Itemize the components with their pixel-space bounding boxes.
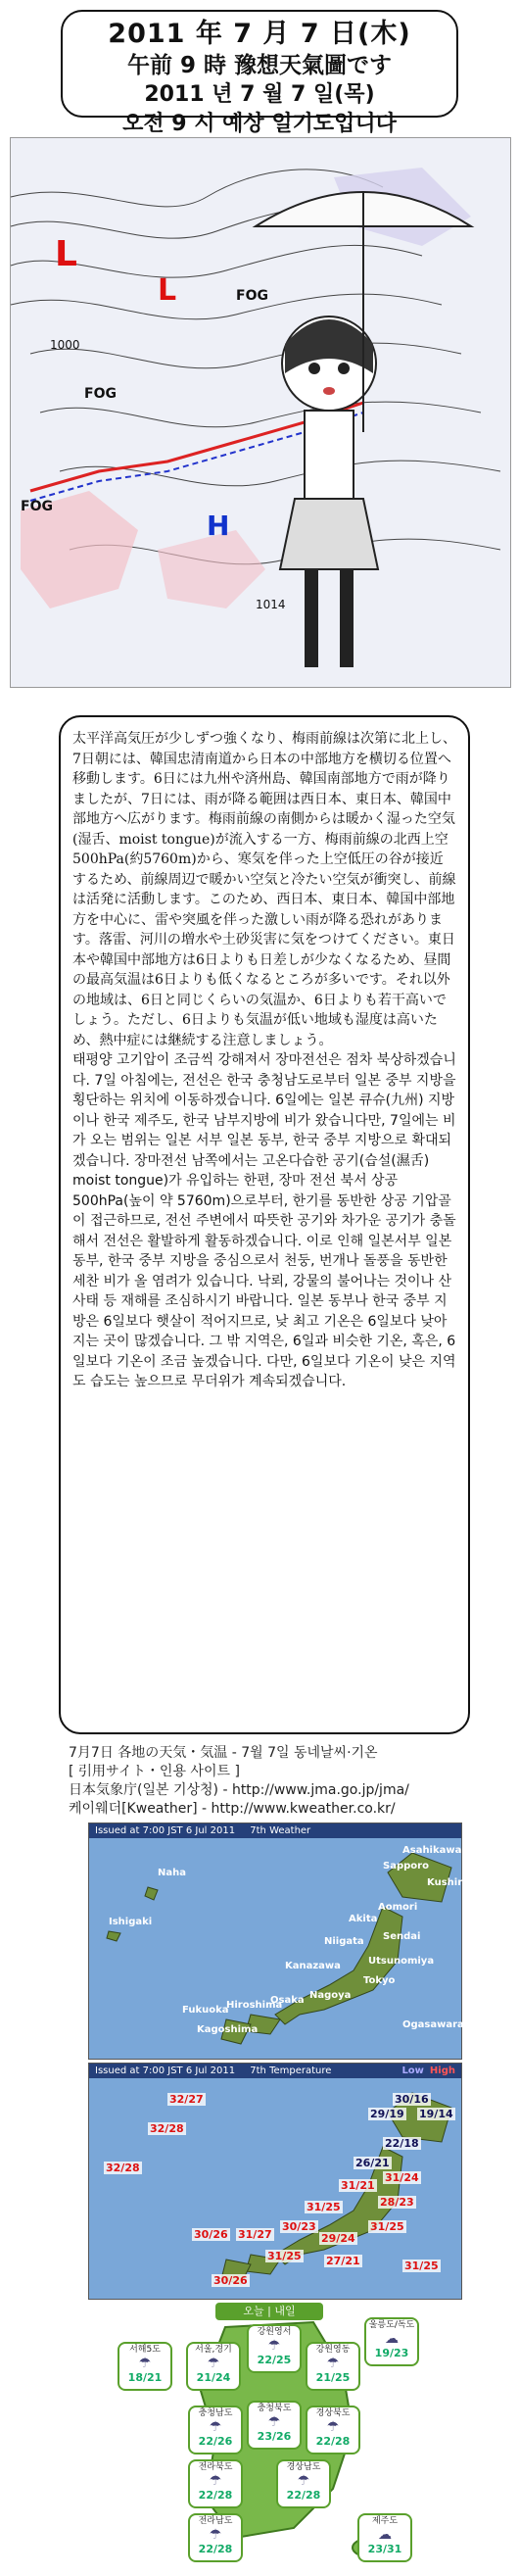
korea-cell-ulleungdo: 울릉도/독도 ☁ 19/23	[364, 2317, 419, 2366]
fog-label-3: FOG	[236, 288, 268, 304]
korea-cell-chungnam: 충청남도 ☂ 22/26	[188, 2406, 243, 2454]
temp-kagoshima: 30/26	[213, 2274, 248, 2287]
korea-cell-gyeongbuk: 경상북도 ☂ 22/28	[306, 2406, 360, 2454]
temp-ogasawara: 31/25	[404, 2260, 439, 2272]
city-fukuoka: Fukuoka	[182, 2005, 229, 2016]
cloud-icon: ☁	[378, 2527, 392, 2543]
rain-icon: ☂	[138, 2356, 152, 2371]
legend-low: Low	[401, 2066, 424, 2076]
city-kushiro: Kushiro	[427, 1877, 469, 1888]
weather-chart-panel	[10, 137, 511, 688]
low-pressure-label-2: L	[158, 273, 177, 308]
temp-aomori: 22/18	[385, 2137, 419, 2150]
korea-forecast-map	[118, 2303, 421, 2567]
rain-icon: ☂	[207, 2356, 220, 2371]
korea-cell-jeju: 제주도 ☁ 23/31	[357, 2513, 412, 2562]
japan-temperature-map	[88, 2063, 462, 2300]
temp-akita: 26/21	[355, 2157, 390, 2169]
source-credits	[69, 1744, 409, 1819]
map1-issued: Issued at 7:00 JST 6 Jul 2011	[95, 1825, 236, 1836]
temp-kushiro: 19/14	[419, 2108, 453, 2120]
korea-cell-gangwon-east: 강원영동 ☂ 21/25	[306, 2342, 360, 2391]
korea-cell-gyeongnam: 경상남도 ☂ 22/28	[276, 2459, 331, 2508]
city-ogasawara: Ogasawara	[402, 2019, 464, 2030]
title-bubble	[61, 10, 458, 136]
temp-kanazawa: 31/25	[307, 2201, 341, 2213]
map1-tab[interactable]: 7th Weather	[250, 1825, 311, 1836]
korea-cell-chungbuk: 충청북도 ☂ 23/26	[247, 2401, 302, 2450]
rain-icon: ☂	[326, 2419, 340, 2435]
korea-cell-seohae5do: 서해5도 ☂ 18/21	[118, 2342, 172, 2391]
map2-tab[interactable]: 7th Temperature	[250, 2066, 332, 2076]
rain-icon: ☂	[209, 2527, 222, 2543]
rain-icon: ☂	[297, 2473, 310, 2489]
title-subtitle-jp: 午前 9 時 豫想天氣圖です	[126, 53, 393, 78]
city-naha: Naha	[158, 1868, 186, 1878]
temp-fukuoka: 30/26	[194, 2228, 228, 2241]
city-akita: Akita	[349, 1914, 378, 1924]
korea-tab-header[interactable]: 오늘 | 내일	[215, 2303, 323, 2320]
city-sapporo: Sapporo	[383, 1861, 429, 1871]
fog-label-1: FOG	[21, 499, 53, 514]
temp-niigata: 31/21	[341, 2179, 375, 2192]
legend-high: High	[429, 2066, 455, 2076]
city-hiroshima: Hiroshima	[226, 2000, 283, 2011]
map2-issued: Issued at 7:00 JST 6 Jul 2011	[95, 2066, 236, 2076]
city-nagoya: Nagoya	[309, 1990, 352, 2001]
high-pressure-label: H	[207, 510, 230, 542]
city-osaka: Osaka	[270, 1995, 305, 2006]
korea-cell-jeonnam: 전라남도 ☂ 22/28	[188, 2513, 243, 2562]
forecast-text-bubble	[59, 715, 470, 1734]
forecast-text-kr: 태평양 고기압이 조금씩 강해져서 장마전선은 점차 북상하겠습니다. 7일 아침에는, 전선은 한국 충청남도로부터 일본 중부 지방을 횡단하는 위치에 이동하겠습니다. 6일에는 일본 큐슈(九州) 지방이나 한국 제주도, 한국 남부지방에 비가 왔습니다만, 7일에는 비가 오는 범위는 일본 서부 일본 동부, 한국 중부 지방으로 확대되겠습니다. 장마전선 남쪽에서는 고온다습한 공기(습설(濕舌) moist tongue)가 유입하는 한편, 장마 전선 북서 상공 500hPa(높이 약 5760m)으로부터, 한기를 동반한 상공 기압골이 접근하므로, 전선 주변에서 따뜻한 공기와 차가운 공기가 충돌해서 전선은 활발하게 활동하겠습니다. 이로 인해 일본서부 일본 동부, 한국 중부 지방을 중심으로서 천둥, 번개나 돌풍을 동반한 세찬 비가 올 염려가 있습니다. 낙뢰, 강물의 불어나는 것이나 산사태 등 재해를 조심하시기 바랍니다. 일본 동부나 한국 중부 지방은 6일보다 햇살이 적어지므로, 낮 최고 기온은 6일보다 낮아지는 곳이 많겠습니다. 그 밖 지역은, 6일과 비슷한 기온, 혹은, 6일보다 기온이 조금 높겠습니다. 다만, 6일보다 기온이 낮은 지역도 습도는 높으므로 무더위가 계속되겠습니다.	[72, 1052, 456, 1389]
temp-hiroshima: 31/27	[238, 2228, 272, 2241]
temp-tokyo: 31/25	[370, 2220, 404, 2233]
city-kagoshima: Kagoshima	[197, 2024, 259, 2035]
temp-okinawa: 32/28	[150, 2122, 184, 2135]
source-kweather-link[interactable]: 케이웨더[Kweather] - http://www.kweather.co.kr/	[69, 1801, 396, 1817]
title-subtitle-kr: 오전 9 시 예상 일기도입니다	[122, 112, 397, 136]
rain-icon: ☂	[267, 2338, 281, 2354]
city-asahikawa: Asahikawa	[402, 1845, 462, 1856]
temp-osaka: 30/23	[282, 2220, 316, 2233]
isobar-value-1: 1014	[256, 598, 286, 611]
city-kanazawa: Kanazawa	[285, 1961, 341, 1971]
city-aomori: Aomori	[378, 1902, 418, 1913]
source-jma-link[interactable]: 日本気象庁(일본 기상청) - http://www.jma.go.jp/jma/	[69, 1782, 409, 1798]
city-sendai: Sendai	[383, 1931, 421, 1942]
source-heading: [ 引用サイト・인용 사이트 ]	[69, 1764, 240, 1779]
temp-kochi: 31/25	[267, 2250, 302, 2262]
temp-sendai: 31/24	[385, 2171, 419, 2184]
weather-chart	[11, 138, 510, 687]
fog-label-2: FOG	[84, 386, 117, 402]
korea-cell-seoul: 서울,경기 ☂ 21/24	[186, 2342, 241, 2391]
rain-icon: ☂	[209, 2473, 222, 2489]
title-date-kr: 2011 년 7 월 7 일(목)	[144, 82, 375, 107]
low-pressure-label-1: L	[55, 234, 77, 274]
temp-utsunomiya: 28/23	[380, 2196, 414, 2209]
city-utsunomiya: Utsunomiya	[368, 1956, 435, 1967]
forecast-text-jp: 太平洋高気圧が少しずつ強くなり、梅雨前線は次第に北上し、7日朝には、韓国忠清南道から日本の中部地方を横切る位置へ移動します。6日には九州や済州島、韓国南部地方で雨が降りましたが、7日には、雨が降る範囲は西日本、東日本、韓国中部地方へ広がります。梅雨前線の南側からは暖かく湿った空気(湿舌、moist tongue)が流入する一方、梅雨前線の北西上空500hPa(約5760m)から、寒気を伴った上空低圧の谷が接近するため、前線周辺で暖かい空気と冷たい空気が衝突し、前線は活発に活動します。このため、西日本、東日本、韓国中部地方を中心に、雷や突風を伴った激しい雨が降る恐れがあります。落雷、河川の増水や土砂災害に気をつけてください。東日本や韓国中部地方は6日よりも日差しが少なくなるため、昼間の最高気温は6日よりも低くなるところが多いです。それ以外の地域は、6日と同じくらいの気温か、6日よりも若干高いでしょう。ただし、6日よりも気温が低い地域も湿度は高いため、熱中症には継続する注意しましょう。	[72, 731, 456, 1048]
korea-cell-gangwon-west: 강원영서 ☂ 22/25	[247, 2324, 302, 2373]
rain-icon: ☂	[267, 2414, 281, 2430]
temp-naha: 32/27	[169, 2093, 204, 2106]
temp-sapporo: 29/19	[370, 2108, 404, 2120]
city-ishigaki: Ishigaki	[109, 1917, 153, 1927]
city-niigata: Niigata	[324, 1936, 364, 1947]
korea-cell-jeonbuk: 전라북도 ☂ 22/28	[188, 2459, 243, 2508]
temp-nagoya: 29/24	[321, 2232, 355, 2245]
title-date-jp: 2011 年 7 月 7 日(木)	[108, 19, 411, 49]
temp-shizuoka: 27/21	[326, 2255, 360, 2267]
rain-icon: ☂	[326, 2356, 340, 2371]
temp-ishigaki: 32/28	[106, 2162, 140, 2174]
temp-asahikawa: 30/16	[395, 2093, 429, 2106]
japan-weather-map	[88, 1823, 469, 2060]
isobar-value-2: 1000	[50, 338, 80, 352]
source-title: 7月7日 各地の天気・気温 - 7월 7일 동네날씨·기온	[69, 1745, 378, 1761]
cloud-icon: ☁	[385, 2331, 399, 2347]
city-tokyo: Tokyo	[363, 1975, 396, 1986]
rain-icon: ☂	[209, 2419, 222, 2435]
